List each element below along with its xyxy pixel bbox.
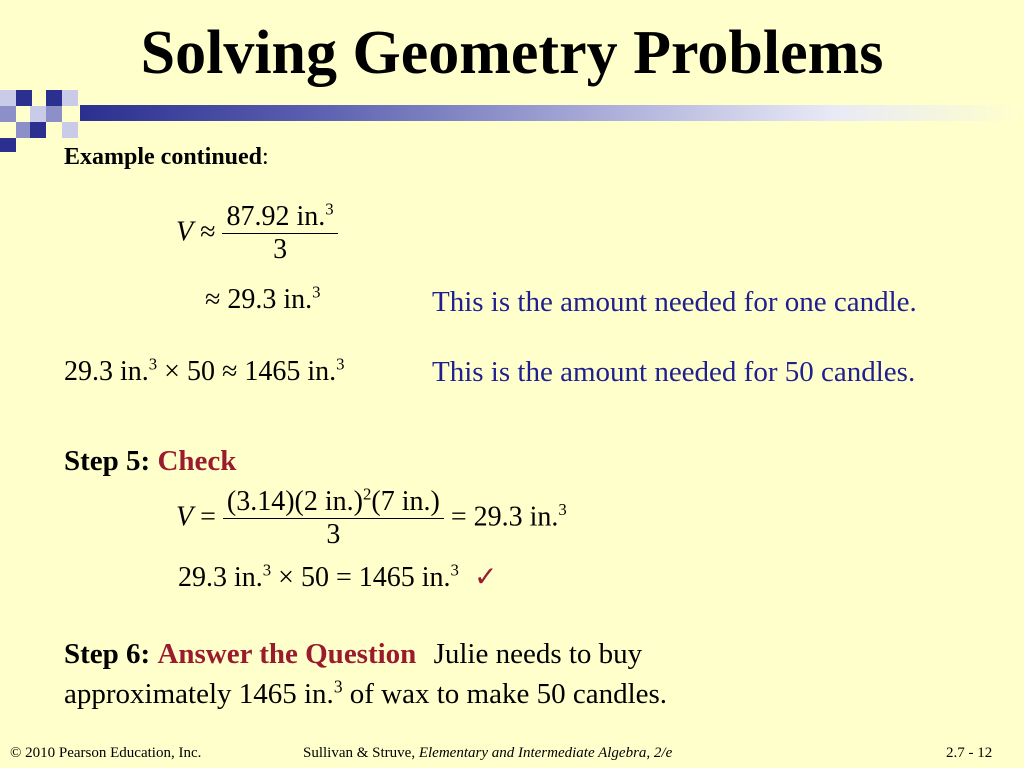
exponent: 3 xyxy=(325,199,334,219)
footer-authors: Sullivan & Struve, xyxy=(303,745,416,761)
approx-symbol: ≈ xyxy=(200,216,216,248)
fraction xyxy=(222,199,337,266)
answer-part: approximately 1465 in. xyxy=(64,678,334,710)
exponent: 3 xyxy=(312,282,321,302)
exponent: 3 xyxy=(262,560,272,580)
title-underline-bar xyxy=(80,105,1024,121)
step6-name: Answer the Question xyxy=(157,638,417,670)
footer-book-title: Elementary and Intermediate Algebra, 2/e xyxy=(418,745,673,761)
equation-volume-result xyxy=(205,284,321,316)
var-v: V xyxy=(176,501,194,533)
exponent: 3 xyxy=(333,676,343,697)
volume-value: 29.3 in. xyxy=(227,284,313,315)
eq-part: × 50 = 1465 in. xyxy=(278,562,451,593)
eq-part: 29.3 in. xyxy=(178,562,263,593)
step6-answer-line xyxy=(64,678,667,711)
numerator-text: 87.92 in. xyxy=(226,201,326,232)
deco-square xyxy=(46,90,62,106)
eq-part: 29.3 in. xyxy=(64,356,149,387)
exponent: 3 xyxy=(336,354,345,374)
example-label xyxy=(64,144,269,171)
step5-label: Step 5: xyxy=(64,445,151,477)
fraction xyxy=(223,484,444,551)
deco-square xyxy=(30,122,46,138)
fraction-numerator xyxy=(223,484,444,519)
note-one-candle: This is the amount needed for one candle. xyxy=(432,286,917,318)
exponent: 3 xyxy=(558,500,567,520)
equation-fifty-candles xyxy=(64,356,345,388)
deco-square xyxy=(0,138,16,152)
deco-square xyxy=(30,106,46,122)
result-value: 29.3 in. xyxy=(473,501,559,533)
exponent: 3 xyxy=(450,560,459,580)
numerator-part: (3.14)(2 in.) xyxy=(226,486,363,517)
deco-square xyxy=(62,122,78,138)
step6-label: Step 6: xyxy=(64,638,151,670)
var-v: V xyxy=(176,216,194,248)
equals-symbol: = xyxy=(200,501,216,533)
step5-name: Check xyxy=(157,445,237,477)
note-fifty-candles: This is the amount needed for 50 candles. xyxy=(432,356,916,388)
exponent: 2 xyxy=(362,484,372,504)
deco-square xyxy=(62,90,78,106)
equation-volume-fraction xyxy=(176,199,338,266)
approx-symbol: ≈ xyxy=(205,284,221,315)
answer-part: of wax to make 50 candles. xyxy=(349,678,668,710)
fraction-denominator: 3 xyxy=(273,233,288,265)
deco-square xyxy=(46,106,62,122)
deco-square xyxy=(0,106,16,122)
example-label-colon: : xyxy=(262,144,269,170)
slide-title: Solving Geometry Problems xyxy=(140,19,884,87)
fraction-denominator: 3 xyxy=(326,518,341,550)
step5-heading xyxy=(64,445,236,478)
deco-square xyxy=(0,90,16,106)
numerator-part: (7 in.) xyxy=(371,486,440,517)
deco-square xyxy=(16,90,32,106)
step6-text: Julie needs to buy xyxy=(433,638,643,670)
footer-book xyxy=(303,745,672,762)
equals-symbol: = xyxy=(450,501,467,533)
example-label-text: Example continued xyxy=(64,144,263,170)
eq-part: × 50 ≈ 1465 in. xyxy=(164,356,337,387)
footer-page-number: 2.7 - 12 xyxy=(946,745,993,761)
fraction-numerator xyxy=(222,199,337,234)
exponent: 3 xyxy=(148,354,158,374)
equation-check-volume xyxy=(176,484,567,551)
equation-check-total xyxy=(178,560,497,594)
footer-copyright: © 2010 Pearson Education, Inc. xyxy=(10,745,202,761)
step6-heading xyxy=(64,638,642,671)
checkmark-icon: ✓ xyxy=(473,562,498,593)
